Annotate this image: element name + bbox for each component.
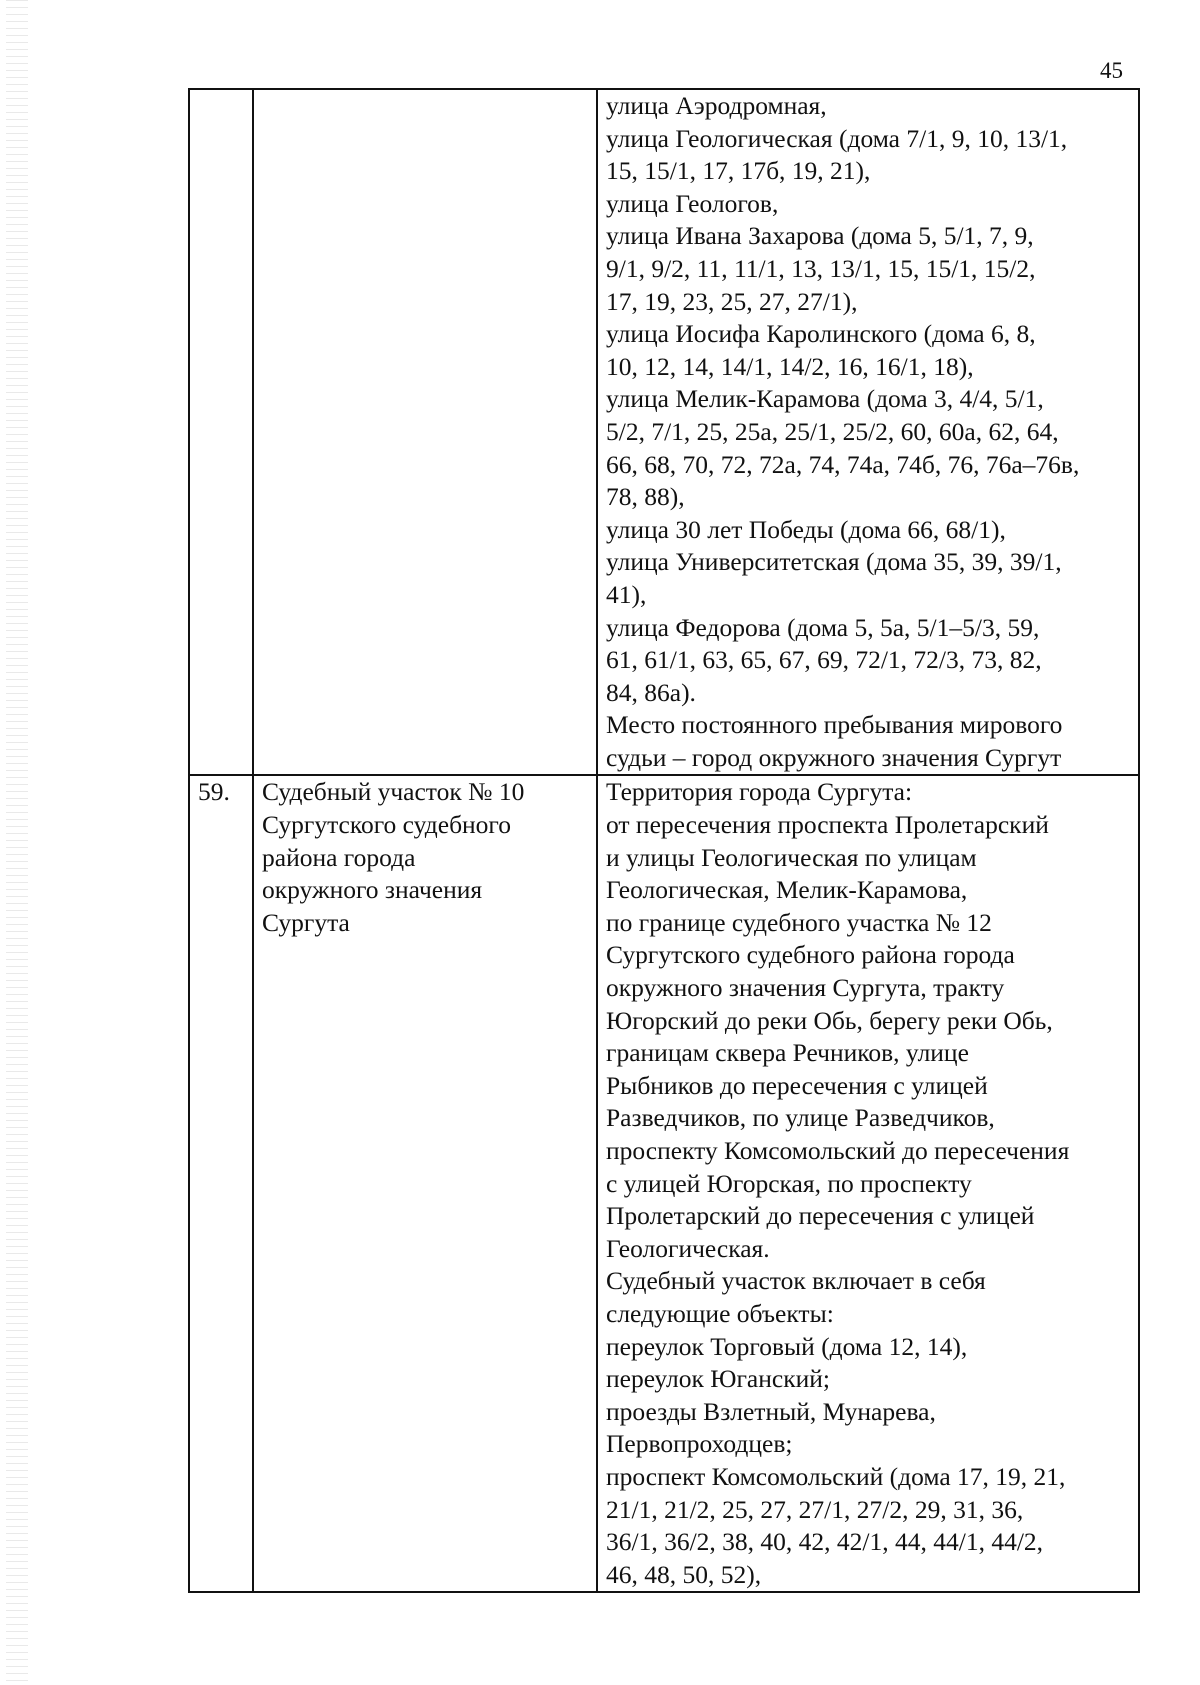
territory-line: Геологическая, Мелик-Карамова, <box>606 875 968 905</box>
territory-line: улица Иосифа Каролинского (дома 6, 8, <box>606 319 1036 349</box>
territory-line: 5/2, 7/1, 25, 25а, 25/1, 25/2, 60, 60а, 62, 64, <box>606 416 1059 446</box>
territory-line: от пересечения проспекта Пролетарский <box>606 810 1049 840</box>
territory-line: по границе судебного участка № 12 <box>606 907 992 937</box>
territory-line: 9/1, 9/2, 11, 11/1, 13, 13/1, 15, 15/1, 15/2, <box>606 253 1036 283</box>
territory-line: Судебный участок включает в себя <box>606 1266 986 1296</box>
territory-line: судьи – город окружного значения Сургут <box>606 742 1062 772</box>
territory-line: Пролетарский до пересечения с улицей <box>606 1201 1035 1231</box>
territory-line: улица Аэродромная, <box>606 91 827 120</box>
court-districts-table <box>188 88 1140 1593</box>
territory-line: улица Университетская (дома 35, 39, 39/1, <box>606 547 1062 577</box>
territory-line: улица Федорова (дома 5, 5а, 5/1–5/3, 59, <box>606 612 1040 642</box>
territory-line: 66, 68, 70, 72, 72а, 74, 74а, 74б, 76, 76а–76в, <box>606 449 1080 479</box>
territory-line: 21/1, 21/2, 25, 27, 27/1, 27/2, 29, 31, 36, <box>606 1494 1024 1524</box>
territory-cell <box>597 775 1139 1592</box>
territory-line: следующие объекты: <box>606 1298 834 1328</box>
territory-line: с улицей Югорская, по проспекту <box>606 1168 972 1198</box>
row-number-cell <box>189 89 253 775</box>
territory-line: Геологическая. <box>606 1233 770 1263</box>
territory-line: 15, 15/1, 17, 17б, 19, 21), <box>606 156 871 186</box>
table-row <box>189 89 1139 775</box>
territory-line: проезды Взлетный, Мунарева, <box>606 1396 936 1426</box>
court-name-line: района города <box>262 842 416 872</box>
territory-line: улица 30 лет Победы (дома 66, 68/1), <box>606 514 1006 544</box>
territory-line: окружного значения Сургута, тракту <box>606 973 1005 1003</box>
scan-edge-artifact <box>6 0 28 1685</box>
territory-line: Территория города Сургута: <box>606 777 913 807</box>
territory-line: улица Мелик-Карамова (дома 3, 4/4, 5/1, <box>606 384 1044 414</box>
court-name-cell <box>253 775 597 1592</box>
territory-line: переулок Юганский; <box>606 1364 830 1394</box>
territory-line: Место постоянного пребывания мирового <box>606 710 1063 740</box>
page-number: 45 <box>1100 58 1123 83</box>
court-name-line: Сургутского судебного <box>262 810 512 840</box>
territory-line: 78, 88), <box>606 482 685 512</box>
territory-line: проспект Комсомольский (дома 17, 19, 21, <box>606 1461 1066 1491</box>
court-name-cell <box>253 89 597 775</box>
territory-line: Сургутского судебного района города <box>606 940 1015 970</box>
territory-line: Рыбников до пересечения с улицей <box>606 1070 988 1100</box>
court-name-line: Судебный участок № 10 <box>262 777 525 807</box>
territory-line: Разведчиков, по улице Разведчиков, <box>606 1103 995 1133</box>
territory-line: улица Геологов, <box>606 188 779 218</box>
court-name-line: окружного значения <box>262 875 483 905</box>
court-name-line: Сургута <box>262 907 350 937</box>
row-number: 59. <box>198 777 230 807</box>
row-number-cell <box>189 775 253 1592</box>
territory-line: 84, 86а). <box>606 677 696 707</box>
territory-line: проспекту Комсомольский до пересечения <box>606 1136 1070 1165</box>
territory-line: 46, 48, 50, 52), <box>606 1559 762 1589</box>
table-row <box>189 775 1139 1592</box>
territory-line: Югорский до реки Обь, берегу реки Обь, <box>606 1005 1053 1035</box>
territory-line: улица Ивана Захарова (дома 5, 5/1, 7, 9, <box>606 221 1034 251</box>
territory-line: и улицы Геологическая по улицам <box>606 842 977 872</box>
territory-line: улица Геологическая (дома 7/1, 9, 10, 13/1, <box>606 123 1068 153</box>
territory-line: 61, 61/1, 63, 65, 67, 69, 72/1, 72/3, 73, 82, <box>606 645 1042 675</box>
territory-line: 36/1, 36/2, 38, 40, 42, 42/1, 44, 44/1, 44/2, <box>606 1527 1044 1557</box>
territory-line: 41), <box>606 579 647 609</box>
territory-line: переулок Торговый (дома 12, 14), <box>606 1331 968 1361</box>
territory-line: 17, 19, 23, 25, 27, 27/1), <box>606 286 858 316</box>
territory-line: границам сквера Речников, улице <box>606 1038 969 1068</box>
territory-line: Первопроходцев; <box>606 1429 793 1459</box>
territory-line: 10, 12, 14, 14/1, 14/2, 16, 16/1, 18), <box>606 351 974 381</box>
territory-cell <box>597 89 1139 775</box>
